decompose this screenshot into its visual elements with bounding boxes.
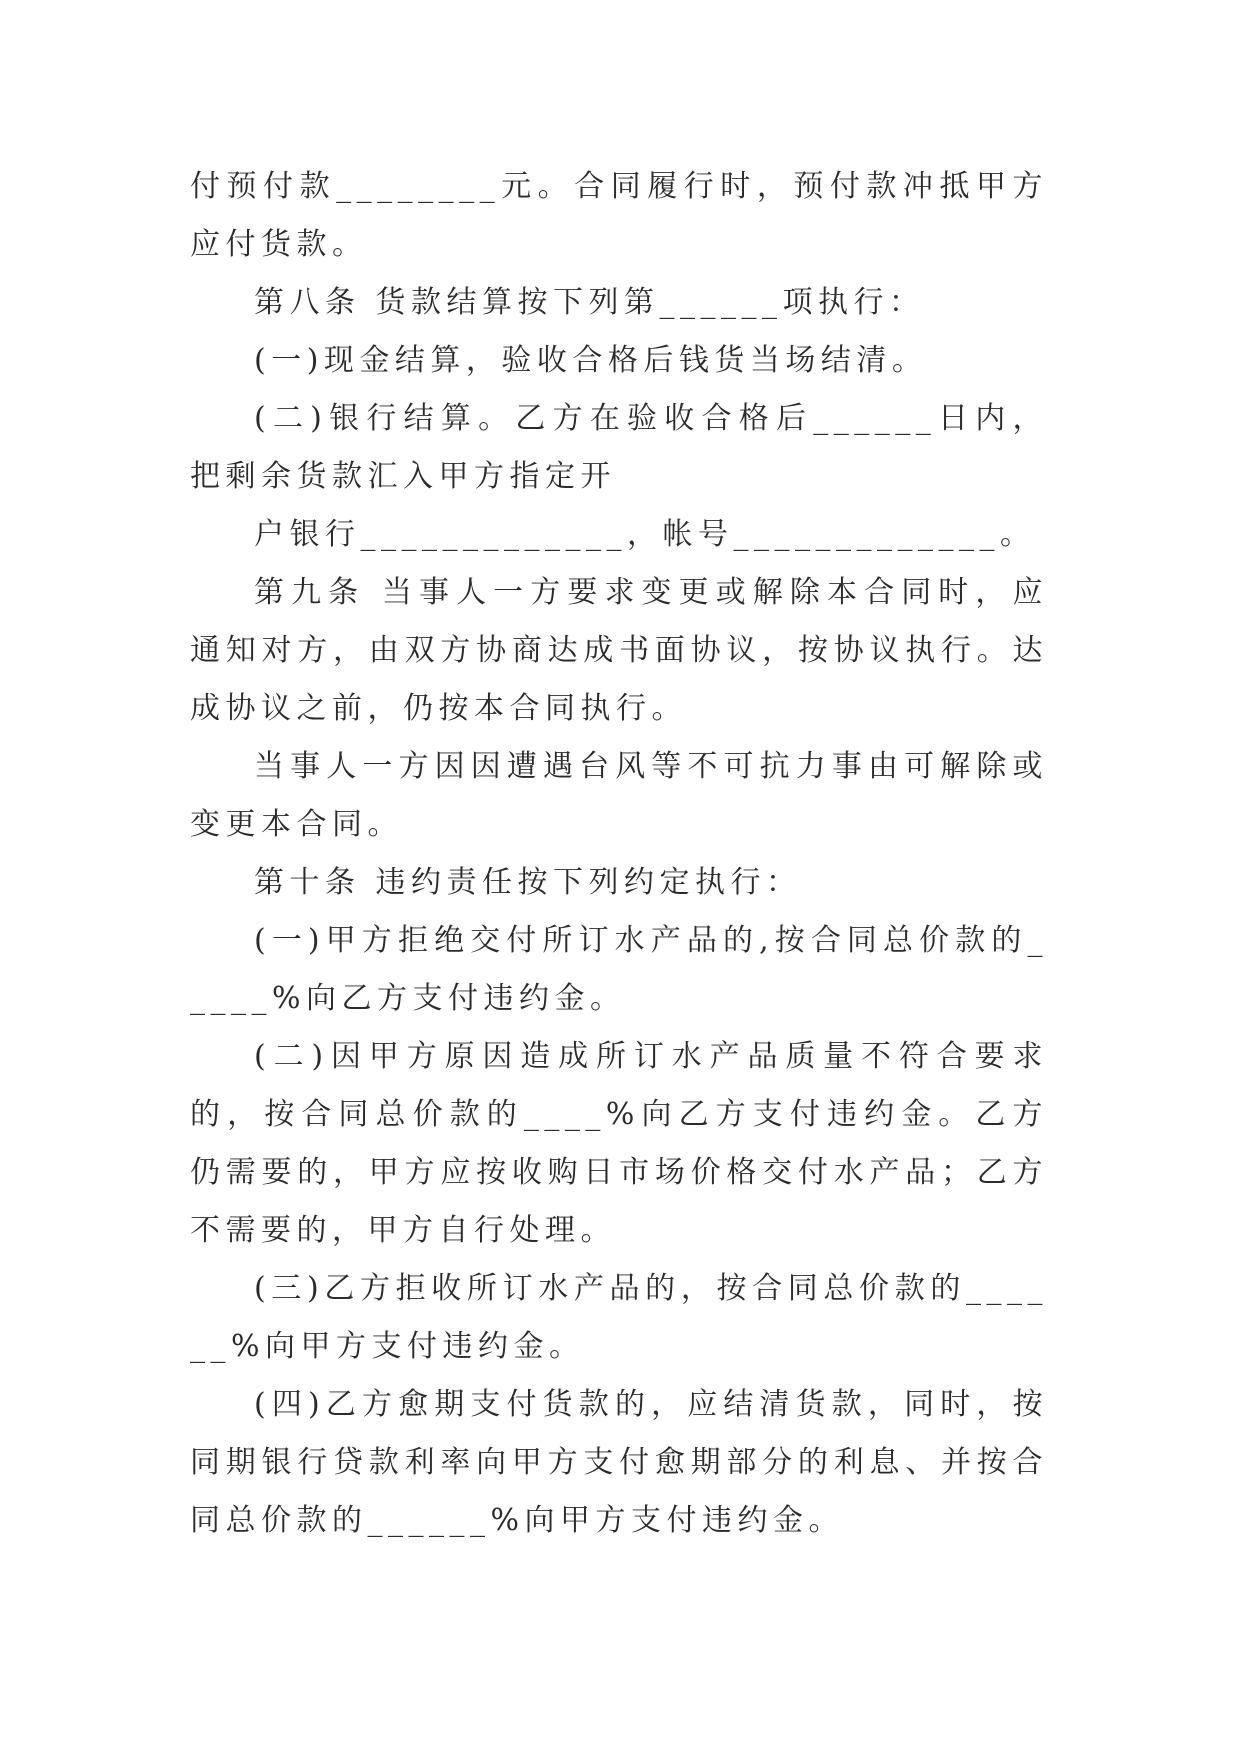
contract-body xyxy=(190,158,1048,1550)
paragraph-force-majeure: 当事人一方因因遭遇台风等不可抗力事由可解除或变更本合同。 xyxy=(190,749,1048,842)
paragraph-article-9: 第九条 当事人一方要求变更或解除本合同时，应通知对方，由双方协商达成书面协议，按协议执行。达成协议之前，仍按本合同执行。 xyxy=(190,575,1048,726)
paragraph-bank-account: 户银行_____________，帐号_____________。 xyxy=(254,517,1036,552)
paragraph-breach-2: (二)因甲方原因造成所订水产品质量不符合要求的，按合同总价款的____%向乙方支付违约金。乙方仍需要的，甲方应按收购日市场价格交付水产品；乙方不需要的，甲方自行处理。 xyxy=(190,1039,1048,1248)
paragraph-cash-settlement: (一)现金结算，验收合格后钱货当场结清。 xyxy=(254,343,928,378)
paragraph-bank-settlement: (二)银行结算。乙方在验收合格后______日内，把剩余货款汇入甲方指定开 xyxy=(190,401,1048,494)
paragraph-article-8: 第八条 货款结算按下列第______项执行： xyxy=(254,285,925,320)
paragraph-breach-3: (三)乙方拒收所订水产品的，按合同总价款的______%向甲方支付违约金。 xyxy=(190,1271,1048,1364)
paragraph-article-10: 第十条 违约责任按下列约定执行： xyxy=(254,865,802,900)
paragraph-breach-4: (四)乙方愈期支付货款的，应结清货款，同时，按同期银行贷款利率向甲方支付愈期部分的利息、并按合同总价款的______%向甲方支付违约金。 xyxy=(190,1387,1048,1538)
paragraph-breach-1: (一)甲方拒绝交付所订水产品的,按合同总价款的_____%向乙方支付违约金。 xyxy=(190,923,1048,1016)
paragraph-prepayment: 付预付款________元。合同履行时，预付款冲抵甲方应付货款。 xyxy=(190,169,1048,262)
